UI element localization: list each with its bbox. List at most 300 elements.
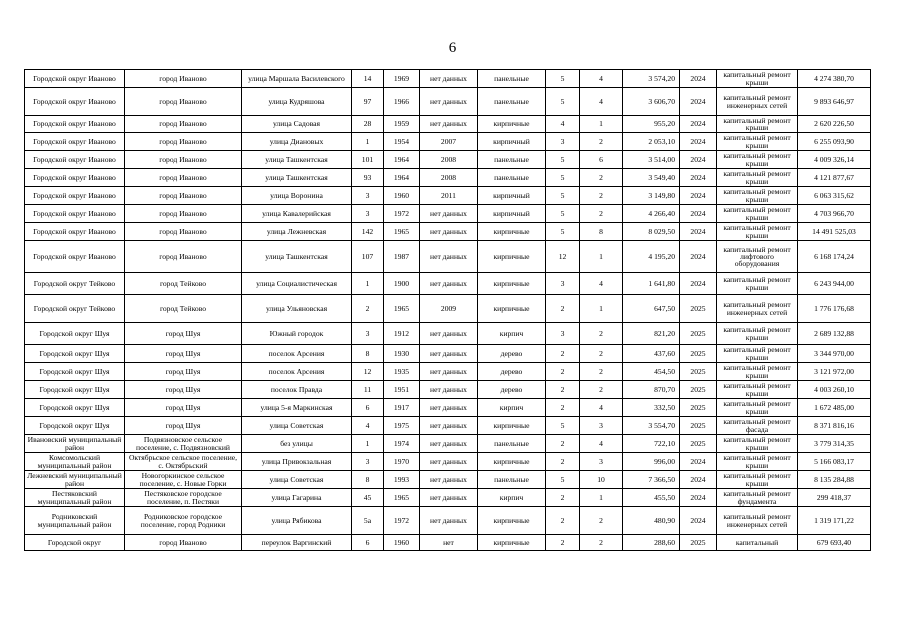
cell-house-number: 6: [352, 399, 384, 417]
cell-entrances: 1: [580, 116, 623, 133]
cell-house-number: 45: [352, 489, 384, 507]
table-row: [25, 363, 871, 381]
cell-street: улица Рябикова: [242, 507, 352, 535]
cell-wall-material: дерево: [478, 381, 546, 399]
cell-repair-year: 2025: [680, 381, 717, 399]
cell-municipality: Городской округ Шуя: [25, 417, 125, 435]
cell-floors: 5: [546, 70, 580, 88]
registry-table: [24, 69, 871, 551]
cell-municipality: Городской округ Иваново: [25, 169, 125, 187]
cell-municipality: Городской округ Иваново: [25, 88, 125, 116]
cell-wall-material: кирпичные: [478, 273, 546, 295]
cell-repair-type: капитальный ремонт крыши: [717, 187, 798, 205]
cell-build-year: 1972: [384, 507, 420, 535]
table-row: [25, 116, 871, 133]
cell-cost: 4 121 877,67: [798, 169, 871, 187]
cell-entrances: 2: [580, 381, 623, 399]
cell-reconstruction-year: нет данных: [420, 381, 478, 399]
cell-street: улица Советская: [242, 417, 352, 435]
cell-reconstruction-year: нет данных: [420, 88, 478, 116]
cell-build-year: 1964: [384, 151, 420, 169]
cell-settlement: город Шуя: [125, 345, 242, 363]
cell-area: 7 366,50: [623, 471, 680, 489]
cell-cost: 4 274 380,70: [798, 70, 871, 88]
cell-reconstruction-year: нет данных: [420, 363, 478, 381]
cell-repair-type: капитальный ремонт фасада: [717, 417, 798, 435]
cell-reconstruction-year: 2007: [420, 133, 478, 151]
cell-repair-year: 2025: [680, 399, 717, 417]
cell-municipality: Родниковский муниципальный район: [25, 507, 125, 535]
cell-repair-type: капитальный ремонт инженерных сетей: [717, 507, 798, 535]
cell-wall-material: кирпичный: [478, 187, 546, 205]
cell-repair-type: капитальный ремонт крыши: [717, 435, 798, 453]
cell-street: поселок Арсения: [242, 363, 352, 381]
cell-house-number: 2: [352, 295, 384, 323]
table-row: [25, 273, 871, 295]
cell-wall-material: панельные: [478, 70, 546, 88]
cell-area: 3 549,40: [623, 169, 680, 187]
table-row: [25, 399, 871, 417]
cell-reconstruction-year: нет данных: [420, 223, 478, 241]
cell-area: 4 195,20: [623, 241, 680, 273]
cell-settlement: город Иваново: [125, 88, 242, 116]
cell-municipality: Городской округ Иваново: [25, 187, 125, 205]
cell-house-number: 11: [352, 381, 384, 399]
cell-wall-material: кирпич: [478, 489, 546, 507]
cell-floors: 2: [546, 295, 580, 323]
cell-build-year: 1960: [384, 535, 420, 551]
cell-wall-material: кирпичные: [478, 223, 546, 241]
cell-wall-material: панельные: [478, 151, 546, 169]
cell-area: 722,10: [623, 435, 680, 453]
cell-area: 3 554,70: [623, 417, 680, 435]
cell-municipality: Городской округ Иваново: [25, 205, 125, 223]
cell-floors: 2: [546, 453, 580, 471]
cell-house-number: 93: [352, 169, 384, 187]
cell-street: улица Гагарина: [242, 489, 352, 507]
cell-street: улица Ульяновская: [242, 295, 352, 323]
cell-municipality: Комсомольский муниципальный район: [25, 453, 125, 471]
cell-reconstruction-year: 2008: [420, 169, 478, 187]
cell-wall-material: кирпичные: [478, 507, 546, 535]
cell-reconstruction-year: нет данных: [420, 273, 478, 295]
cell-house-number: 8: [352, 471, 384, 489]
cell-reconstruction-year: 2011: [420, 187, 478, 205]
cell-repair-type: капитальный ремонт крыши: [717, 169, 798, 187]
cell-street: улица Советская: [242, 471, 352, 489]
cell-area: 3 606,70: [623, 88, 680, 116]
table-row: [25, 295, 871, 323]
cell-street: улица Воронина: [242, 187, 352, 205]
cell-wall-material: дерево: [478, 345, 546, 363]
cell-area: 3 149,80: [623, 187, 680, 205]
table-row: [25, 151, 871, 169]
cell-repair-type: капитальный ремонт крыши: [717, 70, 798, 88]
cell-build-year: 1965: [384, 489, 420, 507]
cell-cost: 8 371 816,16: [798, 417, 871, 435]
table-row: [25, 417, 871, 435]
cell-settlement: город Иваново: [125, 187, 242, 205]
cell-repair-year: 2024: [680, 169, 717, 187]
cell-area: 332,50: [623, 399, 680, 417]
cell-repair-year: 2025: [680, 345, 717, 363]
cell-repair-year: 2025: [680, 417, 717, 435]
cell-cost: 6 255 093,90: [798, 133, 871, 151]
cell-street: улица Привокзальная: [242, 453, 352, 471]
cell-cost: 3 121 972,00: [798, 363, 871, 381]
cell-wall-material: дерево: [478, 363, 546, 381]
cell-reconstruction-year: 2008: [420, 151, 478, 169]
cell-street: поселок Арсения: [242, 345, 352, 363]
cell-floors: 3: [546, 133, 580, 151]
cell-municipality: Городской округ Шуя: [25, 363, 125, 381]
cell-floors: 3: [546, 323, 580, 345]
cell-build-year: 1970: [384, 453, 420, 471]
cell-reconstruction-year: нет данных: [420, 453, 478, 471]
cell-repair-year: 2024: [680, 187, 717, 205]
cell-settlement: Новогоркинское сельское поселение, с. Новые Горки: [125, 471, 242, 489]
cell-repair-year: 2025: [680, 435, 717, 453]
cell-house-number: 142: [352, 223, 384, 241]
cell-reconstruction-year: нет данных: [420, 507, 478, 535]
cell-area: 2 053,10: [623, 133, 680, 151]
cell-house-number: 1: [352, 133, 384, 151]
cell-house-number: 12: [352, 363, 384, 381]
table-row: [25, 345, 871, 363]
cell-street: Южный городок: [242, 323, 352, 345]
cell-repair-type: капитальный ремонт крыши: [717, 345, 798, 363]
cell-wall-material: панельные: [478, 169, 546, 187]
cell-reconstruction-year: нет данных: [420, 323, 478, 345]
cell-settlement: город Шуя: [125, 381, 242, 399]
cell-wall-material: кирпичные: [478, 116, 546, 133]
cell-cost: 14 491 525,03: [798, 223, 871, 241]
cell-entrances: 1: [580, 295, 623, 323]
cell-entrances: 4: [580, 435, 623, 453]
cell-cost: 6 063 315,62: [798, 187, 871, 205]
cell-area: 3 574,20: [623, 70, 680, 88]
cell-settlement: Пестяковское городское поселение, п. Пестяки: [125, 489, 242, 507]
cell-municipality: Городской округ Шуя: [25, 323, 125, 345]
cell-floors: 5: [546, 151, 580, 169]
cell-settlement: город Иваново: [125, 205, 242, 223]
cell-build-year: 1951: [384, 381, 420, 399]
cell-house-number: 8: [352, 345, 384, 363]
table-row: [25, 133, 871, 151]
table-row: [25, 241, 871, 273]
cell-settlement: Подвязновское сельское поселение, с. Подвязновский: [125, 435, 242, 453]
cell-build-year: 1965: [384, 223, 420, 241]
cell-cost: 1 319 171,22: [798, 507, 871, 535]
cell-house-number: 97: [352, 88, 384, 116]
table-row: [25, 381, 871, 399]
cell-reconstruction-year: нет данных: [420, 205, 478, 223]
cell-house-number: 1: [352, 273, 384, 295]
cell-municipality: Пестяковский муниципальный район: [25, 489, 125, 507]
cell-reconstruction-year: нет данных: [420, 345, 478, 363]
cell-wall-material: кирпичные: [478, 241, 546, 273]
cell-settlement: Родниковское городское поселение, город Родники: [125, 507, 242, 535]
cell-repair-year: 2024: [680, 273, 717, 295]
cell-municipality: Городской округ Иваново: [25, 151, 125, 169]
cell-entrances: 4: [580, 88, 623, 116]
cell-entrances: 4: [580, 70, 623, 88]
cell-reconstruction-year: нет данных: [420, 417, 478, 435]
cell-street: улица 5-я Маркинская: [242, 399, 352, 417]
cell-cost: 5 166 083,17: [798, 453, 871, 471]
cell-build-year: 1965: [384, 295, 420, 323]
cell-house-number: 6: [352, 535, 384, 551]
cell-reconstruction-year: нет данных: [420, 241, 478, 273]
table-row: [25, 323, 871, 345]
cell-house-number: 1: [352, 435, 384, 453]
cell-cost: 3 344 970,00: [798, 345, 871, 363]
cell-street: улица Садовая: [242, 116, 352, 133]
cell-wall-material: кирпичный: [478, 133, 546, 151]
cell-floors: 5: [546, 471, 580, 489]
cell-repair-type: капитальный ремонт крыши: [717, 399, 798, 417]
cell-build-year: 1987: [384, 241, 420, 273]
cell-entrances: 2: [580, 169, 623, 187]
cell-repair-year: 2025: [680, 295, 717, 323]
cell-build-year: 1959: [384, 116, 420, 133]
cell-floors: 5: [546, 205, 580, 223]
cell-repair-year: 2025: [680, 535, 717, 551]
table-row: [25, 453, 871, 471]
cell-entrances: 2: [580, 363, 623, 381]
cell-reconstruction-year: нет данных: [420, 399, 478, 417]
cell-entrances: 4: [580, 273, 623, 295]
cell-street: улица Ташкентская: [242, 169, 352, 187]
cell-reconstruction-year: нет: [420, 535, 478, 551]
cell-repair-type: капитальный ремонт крыши: [717, 273, 798, 295]
cell-reconstruction-year: нет данных: [420, 70, 478, 88]
cell-wall-material: кирпичные: [478, 417, 546, 435]
cell-wall-material: кирпич: [478, 399, 546, 417]
cell-reconstruction-year: нет данных: [420, 435, 478, 453]
cell-wall-material: панельные: [478, 88, 546, 116]
cell-floors: 3: [546, 273, 580, 295]
cell-cost: 4 009 326,14: [798, 151, 871, 169]
cell-wall-material: панельные: [478, 471, 546, 489]
cell-area: 955,20: [623, 116, 680, 133]
cell-floors: 5: [546, 88, 580, 116]
cell-municipality: Городской округ Тейково: [25, 295, 125, 323]
cell-municipality: Лежневский муниципальный район: [25, 471, 125, 489]
table-row: [25, 169, 871, 187]
cell-repair-year: 2024: [680, 453, 717, 471]
cell-entrances: 2: [580, 507, 623, 535]
cell-build-year: 1935: [384, 363, 420, 381]
cell-floors: 4: [546, 116, 580, 133]
cell-wall-material: кирпичные: [478, 453, 546, 471]
table-row: [25, 435, 871, 453]
cell-repair-year: 2024: [680, 88, 717, 116]
cell-repair-type: капитальный ремонт крыши: [717, 151, 798, 169]
cell-settlement: город Шуя: [125, 363, 242, 381]
table-row: [25, 70, 871, 88]
cell-cost: 8 135 284,88: [798, 471, 871, 489]
cell-floors: 5: [546, 187, 580, 205]
cell-build-year: 1993: [384, 471, 420, 489]
cell-reconstruction-year: нет данных: [420, 489, 478, 507]
cell-cost: 1 672 485,00: [798, 399, 871, 417]
cell-entrances: 2: [580, 187, 623, 205]
table-row: [25, 535, 871, 551]
cell-repair-year: 2024: [680, 489, 717, 507]
cell-house-number: 14: [352, 70, 384, 88]
cell-floors: 5: [546, 417, 580, 435]
table-row: [25, 187, 871, 205]
cell-street: улица Кавалерийская: [242, 205, 352, 223]
table-row: [25, 507, 871, 535]
cell-municipality: Городской округ Иваново: [25, 70, 125, 88]
table-row: [25, 88, 871, 116]
cell-settlement: город Тейково: [125, 295, 242, 323]
cell-municipality: Ивановский муниципальный район: [25, 435, 125, 453]
cell-repair-year: 2024: [680, 241, 717, 273]
table-row: [25, 205, 871, 223]
cell-street: без улицы: [242, 435, 352, 453]
cell-street: улица Лежневская: [242, 223, 352, 241]
cell-area: 3 514,00: [623, 151, 680, 169]
cell-house-number: 3: [352, 323, 384, 345]
cell-area: 4 266,40: [623, 205, 680, 223]
cell-street: улица Ташкентская: [242, 241, 352, 273]
cell-cost: 299 418,37: [798, 489, 871, 507]
cell-municipality: Городской округ Шуя: [25, 399, 125, 417]
cell-cost: 9 893 646,97: [798, 88, 871, 116]
cell-municipality: Городской округ Шуя: [25, 345, 125, 363]
cell-house-number: 28: [352, 116, 384, 133]
cell-build-year: 1975: [384, 417, 420, 435]
cell-settlement: город Шуя: [125, 399, 242, 417]
cell-settlement: город Иваново: [125, 241, 242, 273]
cell-repair-type: капитальный ремонт крыши: [717, 471, 798, 489]
cell-repair-type: капитальный ремонт крыши: [717, 363, 798, 381]
cell-cost: 6 168 174,24: [798, 241, 871, 273]
cell-settlement: Октябрьское сельское поселение, с. Октябрьский: [125, 453, 242, 471]
cell-street: поселок Правда: [242, 381, 352, 399]
cell-repair-type: капитальный: [717, 535, 798, 551]
cell-house-number: 4: [352, 417, 384, 435]
cell-area: 8 029,50: [623, 223, 680, 241]
cell-cost: 4 703 966,70: [798, 205, 871, 223]
cell-area: 455,50: [623, 489, 680, 507]
cell-cost: 4 003 260,10: [798, 381, 871, 399]
cell-settlement: город Иваново: [125, 223, 242, 241]
cell-entrances: 1: [580, 241, 623, 273]
cell-build-year: 1912: [384, 323, 420, 345]
table-row: [25, 489, 871, 507]
cell-settlement: город Иваново: [125, 535, 242, 551]
cell-floors: 2: [546, 399, 580, 417]
cell-entrances: 10: [580, 471, 623, 489]
cell-cost: 1 776 176,68: [798, 295, 871, 323]
cell-street: улица Ташкентская: [242, 151, 352, 169]
cell-area: 480,90: [623, 507, 680, 535]
cell-entrances: 3: [580, 453, 623, 471]
cell-street: улица Маршала Василевского: [242, 70, 352, 88]
cell-area: 870,70: [623, 381, 680, 399]
cell-entrances: 4: [580, 399, 623, 417]
cell-municipality: Городской округ Иваново: [25, 223, 125, 241]
cell-cost: 2 689 132,88: [798, 323, 871, 345]
table-row: [25, 471, 871, 489]
cell-wall-material: кирпичные: [478, 295, 546, 323]
cell-build-year: 1974: [384, 435, 420, 453]
cell-floors: 2: [546, 345, 580, 363]
cell-floors: 5: [546, 169, 580, 187]
cell-entrances: 6: [580, 151, 623, 169]
cell-repair-type: капитальный ремонт фундамента: [717, 489, 798, 507]
cell-repair-type: капитальный ремонт инженерных сетей: [717, 88, 798, 116]
cell-repair-year: 2024: [680, 116, 717, 133]
cell-municipality: Городской округ Шуя: [25, 381, 125, 399]
cell-build-year: 1972: [384, 205, 420, 223]
cell-cost: 6 243 944,00: [798, 273, 871, 295]
cell-entrances: 2: [580, 345, 623, 363]
cell-wall-material: панельные: [478, 435, 546, 453]
cell-municipality: Городской округ Иваново: [25, 241, 125, 273]
cell-settlement: город Иваново: [125, 133, 242, 151]
cell-repair-type: капитальный ремонт крыши: [717, 133, 798, 151]
cell-municipality: Городской округ Иваново: [25, 116, 125, 133]
cell-house-number: 3: [352, 205, 384, 223]
cell-repair-year: 2024: [680, 151, 717, 169]
cell-repair-type: капитальный ремонт крыши: [717, 453, 798, 471]
cell-settlement: город Иваново: [125, 169, 242, 187]
cell-area: 647,50: [623, 295, 680, 323]
cell-municipality: Городской округ Иваново: [25, 133, 125, 151]
cell-house-number: 107: [352, 241, 384, 273]
cell-build-year: 1969: [384, 70, 420, 88]
cell-wall-material: кирпич: [478, 323, 546, 345]
cell-cost: 679 693,40: [798, 535, 871, 551]
cell-wall-material: кирпичные: [478, 535, 546, 551]
cell-reconstruction-year: нет данных: [420, 116, 478, 133]
cell-build-year: 1954: [384, 133, 420, 151]
cell-repair-year: 2024: [680, 205, 717, 223]
cell-street: переулок Варгинский: [242, 535, 352, 551]
cell-entrances: 3: [580, 417, 623, 435]
cell-repair-year: 2024: [680, 70, 717, 88]
cell-build-year: 1966: [384, 88, 420, 116]
cell-floors: 2: [546, 381, 580, 399]
cell-wall-material: кирпичный: [478, 205, 546, 223]
cell-municipality: Городской округ: [25, 535, 125, 551]
cell-floors: 2: [546, 435, 580, 453]
cell-area: 437,60: [623, 345, 680, 363]
cell-repair-year: 2025: [680, 323, 717, 345]
cell-area: 821,20: [623, 323, 680, 345]
cell-repair-year: 2025: [680, 363, 717, 381]
cell-street: улица Кудряшова: [242, 88, 352, 116]
cell-entrances: 2: [580, 323, 623, 345]
cell-repair-year: 2024: [680, 133, 717, 151]
cell-settlement: город Иваново: [125, 70, 242, 88]
cell-reconstruction-year: 2009: [420, 295, 478, 323]
cell-house-number: 3: [352, 187, 384, 205]
cell-build-year: 1900: [384, 273, 420, 295]
table-row: [25, 223, 871, 241]
page-number: 6: [448, 40, 457, 56]
cell-settlement: город Иваново: [125, 116, 242, 133]
cell-floors: 2: [546, 507, 580, 535]
cell-street: улица Социалистическая: [242, 273, 352, 295]
cell-house-number: 101: [352, 151, 384, 169]
cell-floors: 2: [546, 535, 580, 551]
